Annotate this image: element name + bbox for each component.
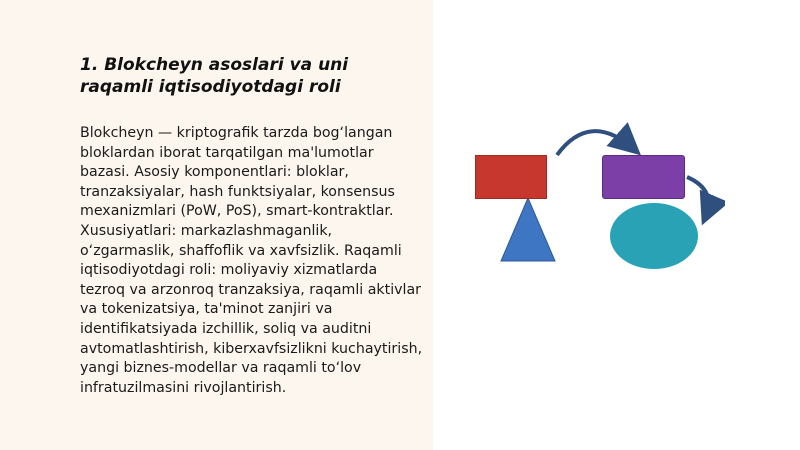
blue-triangle <box>501 198 555 261</box>
arrow-purple-to-circle <box>687 177 708 218</box>
arrow-red-to-purple <box>557 131 635 155</box>
purple-rectangle <box>602 155 685 199</box>
diagram-graphics <box>465 100 725 300</box>
slide-title: 1. Blokcheyn asoslari va uni raqamli iqtisodiyotdagi roli <box>80 55 349 97</box>
blockchain-diagram <box>465 100 725 300</box>
slide-body: Blokcheyn — kriptografik tarzda bog‘langan bloklardan iborat tarqatilgan ma'lumotlar bazasi. Asosiy komponentlari: bloklar, tranzaksiyalar, hash funktsiyalar, konsensus mexanizmlari (PoW, PoS), smart-kontraktlar. Xususiyatlari: markazlashmaganlik, o‘zgarmaslik, shaffoflik va xavfsizlik. Raqamli iqtisodiyotdagi roli: moliyaviy xizmatlarda tezroq va arzonroq tranzaksiya, raqamli aktivlar va tokenizatsiya, ta'minot zanjiri va identifikatsiyada izchillik, soliq va auditni avtomatlashtirish, kiberxavfsizlikni kuchaytirish, yangi biznes-modellar va raqamli to‘lov infratuzilmasini rivojlantirish. <box>80 125 423 396</box>
teal-circle <box>610 203 698 269</box>
red-rectangle <box>475 155 547 199</box>
